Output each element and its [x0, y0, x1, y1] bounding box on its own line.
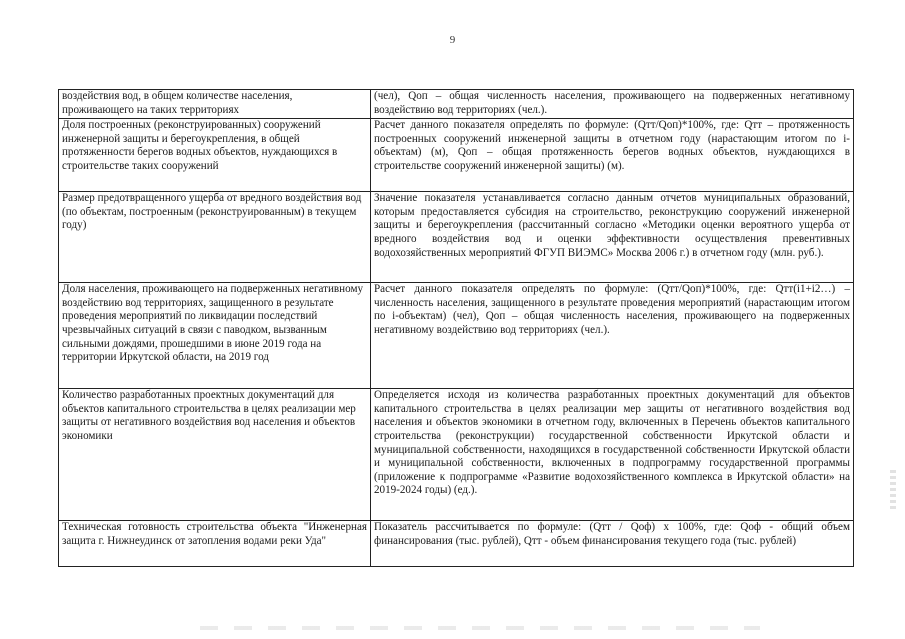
description-cell: Показатель рассчитывается по формуле: (Qтт / Qоф) x 100%, где: Qоф - общий объем финансирования (тыс. рублей), Qтт - объем финансирования текущего года (тыс. рублей): [371, 521, 854, 567]
table-row: [59, 283, 854, 389]
indicator-cell: воздействия вод, в общем количестве населения, проживающего на таких территориях: [59, 90, 371, 119]
table-row: [59, 192, 854, 283]
table-row: [59, 119, 854, 192]
indicators-table: [58, 89, 854, 567]
scan-edge-artifact: [890, 470, 896, 510]
scan-artifact: [200, 626, 760, 630]
description-cell: Значение показателя устанавливается согласно данным отчетов муниципальных образований, которым предоставляется субсидия на строительство, реконструкцию сооружений инженерной защиты и берегоукрепления (рассчитанный согласно «Методики оценки вероятного ущерба от вредного воздействия вод и оценки эффективности осуществления превентивных водохозяйственных мероприятий ФГУП ВИЭМС» Москва 2006 г.) в отчетном году (млн. руб.).: [371, 192, 854, 283]
description-cell: Расчет данного показателя определять по формуле: (Qтт/Qоп)*100%, где: Qтт – протяженность построенных сооружений инженерной защиты в отчетном году (нарастающим итогом по i-объектам) (м), Qоп – общая протяженность берегов водных объектов, нуждающихся в строительстве сооружений инженерной защиты) (м).: [371, 119, 854, 192]
table-row: [59, 389, 854, 521]
description-cell: Определяется исходя из количества разработанных проектных документаций для объектов капитального строительства в целях реализации мер защиты от негативного воздействия вод населения и объектов экономики в отчетном году, включенных в Перечень объектов капитального строительства (реконструкции) государственной собственности Иркутской области и муниципальной собственности, находящихся в государственной собственности Иркутской области и муниципальной собственности, включенных в подпрограмму государственной программы (приложение к подпрограмме «Развитие водохозяйственного комплекса в Иркутской области» на 2019-2024 годы) (ед.).: [371, 389, 854, 521]
indicator-cell: Доля построенных (реконструированных) сооружений инженерной защиты и берегоукрепления, в общей протяженности берегов водных объектов, нуждающихся в строительстве таких сооружений: [59, 119, 371, 192]
indicator-cell: Доля населения, проживающего на подверженных негативному воздействию вод территориях, защищенного в результате проведения мероприятий по ликвидации последствий чрезвычайных ситуаций в связи с паводком, вызванным сильными дождями, прошедшими в июне 2019 года на территории Иркутской области, на 2019 год: [59, 283, 371, 389]
table-row: [59, 90, 854, 119]
description-cell: (чел), Qоп – общая численность населения, проживающего на подверженных негативному воздействию вод территориях (чел.).: [371, 90, 854, 119]
description-cell: Расчет данного показателя определять по формуле: (Qтт/Qоп)*100%, где: Qтт(i1+i2…) – численность населения, защищенного в результате проведения мероприятий (нарастающим итогом по i-объектам) (чел), Qоп – общая численность населения, проживающего на подверженных негативному воздействию вод территориях (чел.).: [371, 283, 854, 389]
indicator-cell: Размер предотвращенного ущерба от вредного воздействия вод (по объектам, построенным (реконструированным) в текущем году): [59, 192, 371, 283]
table-row: [59, 521, 854, 567]
indicator-cell: Количество разработанных проектных документаций для объектов капитального строительства в целях реализации мер защиты от негативного воздействия вод населения и объектов экономики: [59, 389, 371, 521]
page-number: 9: [449, 34, 456, 46]
indicator-cell: Техническая готовность строительства объекта "Инженерная защита г. Нижнеудинск от затопления водами реки Уда": [59, 521, 371, 567]
